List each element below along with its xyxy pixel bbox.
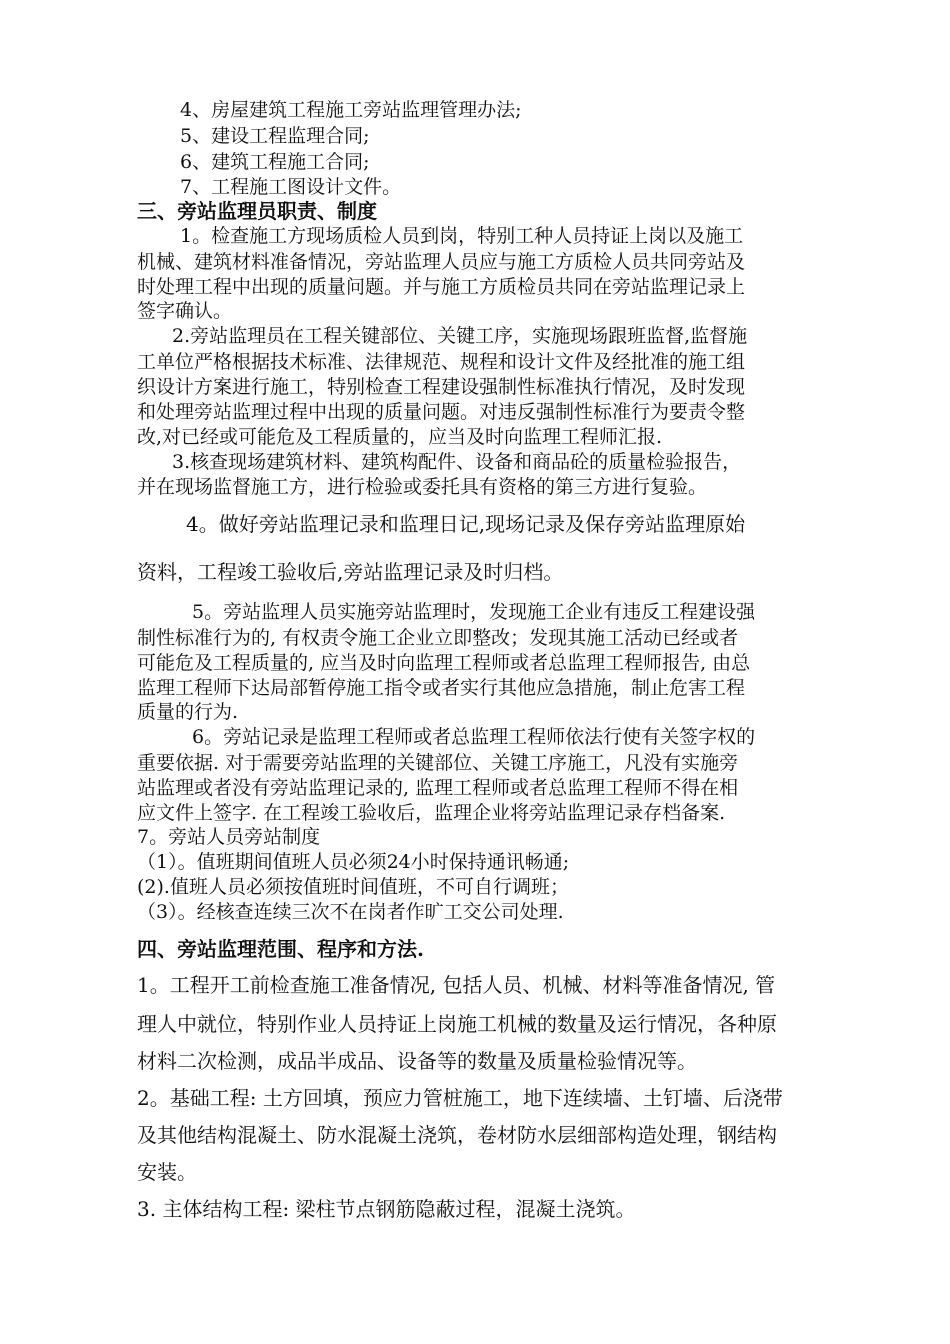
scope-3-line-1: 3. 主体结构工程: 梁柱节点钢筋隐蔽过程，混凝土浇筑。 xyxy=(137,1197,636,1221)
duty-1-line-4: 签字确认。 xyxy=(137,300,233,322)
duty-5-line-2: 制性标准行为的, 有权责令施工企业立即整改；发现其施工活动已经或者 xyxy=(137,627,739,649)
duty-2-line-5: 改,对已经或可能危及工程质量的，应当及时向监理工程师汇报. xyxy=(137,426,663,448)
duty-6-line-1: 6。旁站记录是监理工程师或者总监理工程师依法行使有关签字权的 xyxy=(192,726,756,748)
scope-2-line-3: 安装。 xyxy=(137,1160,197,1184)
basis-item-7: 7、工程施工图设计文件。 xyxy=(180,176,402,198)
duty-2-line-1: 2.旁站监理员在工程关键部位、关键工序，实施现场跟班监督,监督施 xyxy=(172,325,748,347)
section-4-heading: 四、旁站监理范围、程序和方法. xyxy=(137,937,424,961)
duty-1-line-2: 机械、建筑材料准备情况，旁站监理人员应与施工方质检人员共同旁站及 xyxy=(137,251,746,273)
duty-3-line-2: 并在现场监督施工方，进行检验或委托具有资格的第三方进行复验。 xyxy=(137,476,708,498)
duty-7-title: 7。旁站人员旁站制度 xyxy=(137,826,321,848)
section-3-heading: 三、旁站监理员职责、制度 xyxy=(137,199,377,223)
basis-item-6: 6、建筑工程施工合同; xyxy=(180,151,370,173)
duty-6-line-2: 重要依据. 对于需要旁站监理的关键部位、关键工序施工，凡没有实施旁 xyxy=(137,752,739,774)
scope-1-line-2: 理人中就位，特别作业人员持证上岗施工机械的数量及运行情况，各种原 xyxy=(137,1012,777,1036)
duty-5-line-4: 监理工程师下达局部暂停施工指令或者实行其他应急措施，制止危害工程 xyxy=(137,677,746,699)
duty-2-line-4: 和处理旁站监理过程中出现的质量问题。对违反强制性标准行为要责令整 xyxy=(137,401,746,423)
basis-item-4: 4、房屋建筑工程施工旁站监理管理办法; xyxy=(180,99,522,121)
basis-item-5: 5、建设工程监理合同; xyxy=(180,125,370,147)
duty-5-line-3: 可能危及工程质量的, 应当及时向监理工程师或者总监理工程师报告, 由总 xyxy=(137,652,751,674)
duty-6-line-4: 应文件上签字. 在工程竣工验收后，监理企业将旁站监理记录存档备案. xyxy=(137,802,726,824)
duty-7-rule-1: （1）。值班期间值班人员必须24小时保持通讯畅通; xyxy=(137,851,570,873)
duty-6-line-3: 站监理或者没有旁站监理记录的, 监理工程师或者总监理工程师不得在相 xyxy=(137,777,739,799)
duty-1-line-3: 时处理工程中出现的质量问题。并与施工方质检员共同在旁站监理记录上 xyxy=(137,276,746,298)
duty-7-rule-2: (2).值班人员必须按值班时间值班，不可自行调班； xyxy=(137,876,569,898)
duty-4-line-2: 资料，工程竣工验收后,旁站监理记录及时归档。 xyxy=(137,560,564,584)
duty-7-rule-3: （3）。经核查连续三次不在岗者作旷工交公司处理. xyxy=(137,901,564,923)
duty-5-line-1: 5。旁站监理人员实施旁站监理时，发现施工企业有违反工程建设强 xyxy=(192,601,756,623)
duty-5-line-5: 质量的行为. xyxy=(137,701,239,723)
duty-3-line-1: 3.核查现场建筑材料、建筑构配件、设备和商品砼的质量检验报告， xyxy=(172,451,742,473)
duty-2-line-2: 工单位严格根据技术标准、法律规范、规程和设计文件及经批准的施工组 xyxy=(137,351,746,373)
scope-2-line-1: 2。基础工程: 土方回填，预应力管桩施工，地下连续墙、土钉墙、后浇带 xyxy=(137,1086,783,1110)
scope-2-line-2: 及其他结构混凝土、防水混凝土浇筑，卷材防水层细部构造处理，钢结构 xyxy=(137,1123,777,1147)
duty-4-line-1: 4。做好旁站监理记录和监理日记,现场记录及保存旁站监理原始 xyxy=(186,512,746,536)
scope-1-line-3: 材料二次检测，成品半成品、设备等的数量及质量检验情况等。 xyxy=(137,1049,697,1073)
scope-1-line-1: 1。工程开工前检查施工准备情况, 包括人员、机械、材料等准备情况, 管 xyxy=(137,973,776,997)
duty-1-line-1: 1。检查施工方现场质检人员到岗，特别工种人员持证上岗以及施工 xyxy=(180,225,744,247)
duty-2-line-3: 织设计方案进行施工，特别检查工程建设强制性标准执行情况，及时发现 xyxy=(137,376,746,398)
